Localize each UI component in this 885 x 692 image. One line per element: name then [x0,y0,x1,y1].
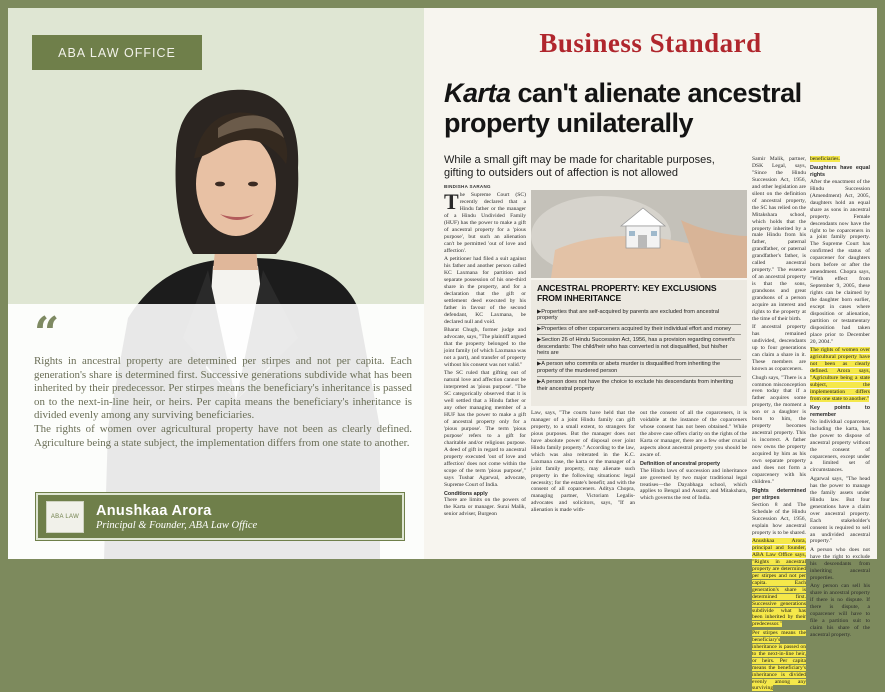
article-paragraph: The SC ruled that gifting out of natural love and affection cannot be interpreted as 'pious purpose'. "The SC categorically observed that it is well settled that a Hindu father or any other managing member of a HUF has the power to make a gift of ancestral property only for a 'pious purpose'. The term 'pious purpose' refers to a gift for charitable and/or religious purpose. A deed of gift in regard to ancestral property executed 'out of love and affection' does not come within the scope of the term 'pious purpose'," says Tushar Agarwal, advocate, Supreme Court of India. [444,370,526,488]
article-paragraph: If ancestral property has remained undivided, descendants up to four generations can claim a share in it. These members are known as coparceners. [752,324,806,373]
highlighted-quote: The rights of women over agricultural property have not been as clearly defined. Arora says, "Agriculture being a state subject, the implementation differs from one state to another." [810,347,870,402]
article-column-2 [531,410,635,554]
highlighted-quote: beneficiaries. [810,156,840,162]
article-paragraph: A petitioner had filed a suit against his father and another person called KC Laxmana for partition and separate possession of his one-third share in the property, and for a declaration that the gift or settlement deed executed by his father in favour of the second defendant, KC Laxmana, be declared null and void. [444,256,526,325]
promo-panel [8,8,424,559]
headline-text: can't alienate ancestral property unilaterally [444,78,802,138]
section-subheading: Rights determined per stirpes [752,487,806,501]
firm-name-badge: ABA LAW OFFICE [32,35,202,70]
exclusion-item: ▶Section 26 of Hindu Succession Act, 1956, has a provision regarding convert's descendants: The child/heir who has converted is not disqualified, but his/her heirs are [537,335,741,359]
section-subheading: Daughters have equal rights [810,164,870,178]
article-paragraph: out the consent of all the coparceners, it is voidable at the instance of the coparceners whose consent has not been obtained." While the above case offers clarity on the rights of the Karta or manager, there are a few other crucial aspects about ancestral property you should be aware of. [640,410,747,458]
article-paragraph: Samir Malik, partner, DSK Legal, says, "Since the Hindu Succession Act, 1956, and other legislation are silent on the definition of ancestral property, the SC has relied on the Mitakshara school, which holds that the property inherited by a male Hindu from his father, paternal grandfather, or paternal grandfather's father, is called ancestral property." The essence of an ancestral property is that the sons, grandsons and great grandsons of a person acquire an interest and rights to the property at the time of their birth. [752,156,806,322]
article-paragraph: Bharat Chugh, former judge and advocate, says, "The plaintiff argued that the property belonged to the joint family (of which Laxmana was not a part), and transfer of property without his consent was not valid." [444,327,526,368]
article-paragraph: The Hindu laws of succession and inheritance are governed by two major traditional legal treatises—the Dayabhaga school, which applies to Bengal and Assam; and Mitakshara, which governs the rest of India. [640,467,747,502]
exclusion-item: ▶A person who commits or abets murder is disqualified from inheriting the property of the murdered person [537,360,741,378]
headline [444,78,864,138]
article-paragraph: Chugh says, "There is a common misconception even today that if a father acquires some property, the moment a son or a daughter is born to him, the property becomes ancestral property. This is incorrect. A father now owns the property acquired by him as his own separate property and does not form a coparcenery with his children." [752,374,806,485]
article-paragraph: Law, says, "The courts have held that the manager of a joint Hindu family can gift property, to a small extent, to strangers for pious purposes. But the manager does not have absolute power of disposal over joint Hindu family property." According to the law, which was also reiterated in the K.C. Laxmana case, the karta or the manager of a joint family property, may alienate such property in the following situations: legal necessity; for the estate's benefit; and with the consent of all coparceners. Aditya Chopra, managing partner, Victoriam Legalis-advocates and solicitors, says, "If an alienation is made with- [531,410,635,514]
quote-paragraph: Rights in ancestral property are determined per stirpes and not per capita. Each generation's share is determined first. Successive generations subdivide what has been inherited by their predecessor. Per stirpes means the beneficiary's inheritance is passed on to the next-in-line heir, or heirs. Per capita means the beneficiary's inheritance is divided evenly among any surviving beneficiaries. [34,355,412,422]
article-paragraph: Agarwal says, "The head has the power to manage the family assets under Hindu law. But four generations have a claim over ancestral property. Each stakeholder's consent is required to sell an undivided ancestral property." [810,475,870,545]
house-on-hand-photo [531,190,747,278]
article-paragraph: Any person can sell his share in ancestral property if there is no dispute. If there is dispute, a coparcener will have to file a partition suit to claim his share of the ancestral property. [810,583,870,638]
exclusions-title: ANCESTRAL PROPERTY: KEY EXCLUSIONS FROM INHERITANCE [537,283,717,303]
byline: BINDISHA SARANG [444,184,491,189]
article-column-5 [810,156,870,638]
headline-italic: Karta [444,78,511,108]
highlighted-quote: Anushkaa Arora, principal and founder, ABA Law Office says, "Rights in ancestral property are determined per stirpes and not per capita. Each generation's share is determined first. Successive generations subdivide what has been inherited by their predecessor." [752,537,806,628]
dropcap: T [444,189,459,214]
article-paragraph: No individual coparcener, including the karta, has the power to dispose of ancestral property without the consent of coparceners, except under a limited set of circumstances. [810,418,870,474]
newspaper-clipping [424,8,877,692]
section-subheading: Conditions apply [444,490,488,497]
article-paragraph: A person who does not have the right to exclude his descendants from inheriting ancestral properties. [810,546,870,581]
quote-paragraph: The rights of women over agricultural property have not been as clearly defined. Agriculture being a state subject, the implementation differs from one state to another. [34,422,412,449]
masthead: Business Standard [539,28,762,58]
article-paragraph: he Supreme Court (SC) recently declared that a Hindu father or the manager of a Hindu Undivided Family (HUF) has the power to make a gift of ancestral property for a 'pious purpose', but such an alienation can't be permitted 'out of love and affection'. [444,192,526,254]
article-column-1 [444,189,526,554]
exclusion-item: ▶Properties of other coparceners acquired by their individual effort and money [537,325,741,336]
article-paragraph: There are limits on the powers of the Karta or manager. Surai Malik, senior adviser, Burgeon [444,497,526,518]
exclusion-item: ▶Properties that are self-acquired by parents are excluded from ancestral property [537,307,741,325]
author-info [96,503,257,531]
article-column-3 [640,410,747,554]
subhead: While a small gift may be made for charitable purposes, gifting to outsiders out of affection is not allowed [444,154,715,179]
article-paragraph: After the enactment of the Hindu Succession (Amendment) Act, 2005, daughters hold an equal share as sons in ancestral property. Female descendants now have the right to be coparceners in a joint family property. The Supreme Court has confirmed the status of coparcener for daughters born before or after the amendment. Chopra says, "With effect from September 9, 2005, these rights can be claimed by the daughter born earlier, except in cases where disposition or alienation, partition or testamentary disposition had taken place prior to December 20, 2004." [810,178,870,345]
author-name: Anushkaa Arora [96,502,212,519]
author-bar [36,493,404,540]
section-subheading: Key points to remember [810,404,870,418]
firm-logo: ABA LAW [46,501,84,533]
author-role: Principal & Founder, ABA Law Office [96,519,258,531]
quote-text [34,355,412,450]
article-paragraph: Section 8 and The Schedule of the Hindu Succession Act, 1956, explain how ancestral property is to be shared. [752,501,806,536]
quote-mark-icon: “ [34,308,60,359]
section-subheading: Definition of ancestral property [640,460,720,467]
highlighted-quote: Per stirpes means the beneficiary's inheritance is passed on to the next-in-line heir, or heirs. Per capita means the beneficiary's inheritance is divided evenly among any surviving [752,629,806,692]
article-column-4 [752,156,806,692]
exclusion-item: ▶A person does not have the choice to exclude his descendants from inheriting their ancestral property [537,378,734,392]
exclusions-box [531,280,747,406]
